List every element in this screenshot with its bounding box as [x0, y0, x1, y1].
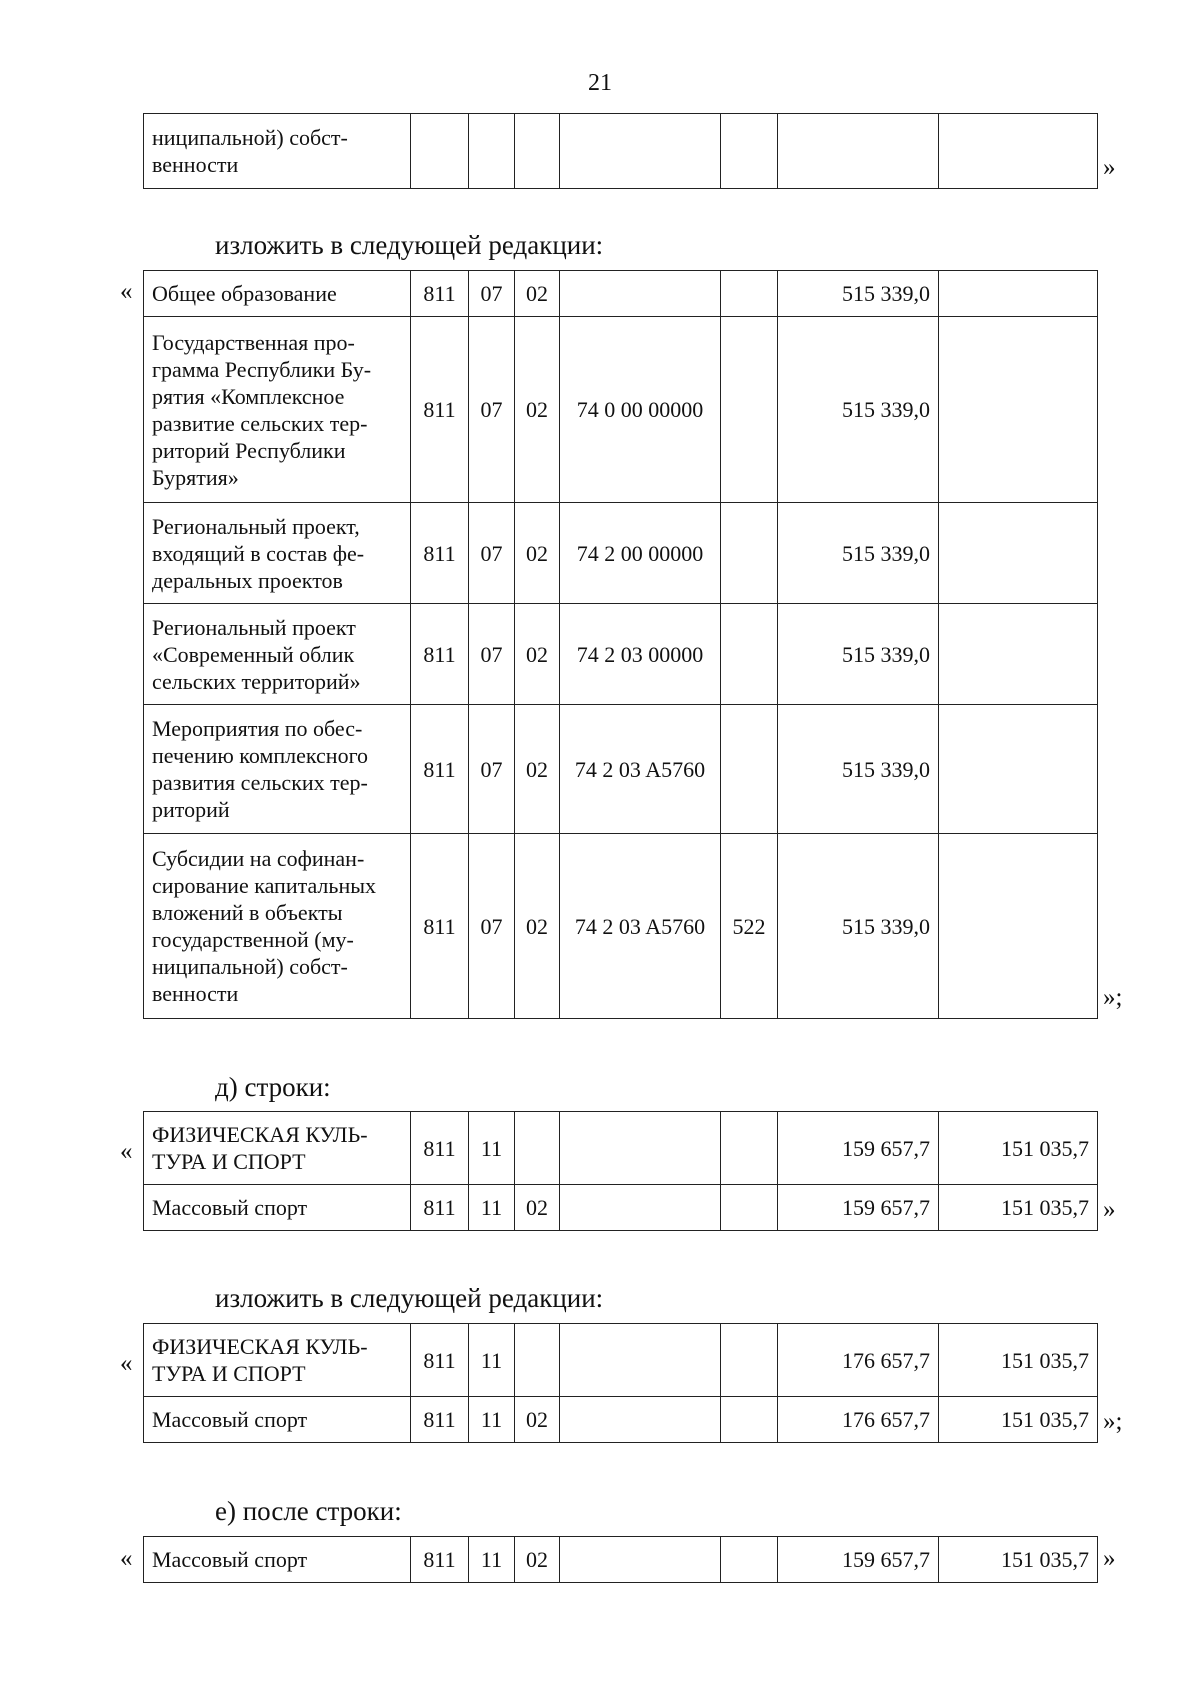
row-name: Мероприятия по обес- печению комплексного развития сельских тер- риторий — [144, 705, 411, 834]
cell-csr: 74 2 00 00000 — [560, 503, 721, 604]
cell-sum-1: 515 339,0 — [778, 834, 939, 1019]
row-name: Субсидии на софинан- сирование капитальных вложений в объекты государственной (му- ниципальной) собст- венности — [144, 834, 411, 1019]
cell-csr: 74 2 03 00000 — [560, 604, 721, 705]
cell-sum-2: 151 035,7 — [939, 1324, 1098, 1397]
cell-rz: 07 — [469, 705, 515, 834]
section-d-heading: д) строки: — [215, 1072, 331, 1102]
table-row — [144, 1397, 1098, 1443]
opening-quote: « — [120, 1138, 133, 1165]
cell-vr — [721, 1324, 778, 1397]
cell-rz: 07 — [469, 604, 515, 705]
opening-quote: « — [120, 278, 133, 305]
row-name: Массовый спорт — [144, 1185, 411, 1231]
cell-sum-1: 176 657,7 — [778, 1324, 939, 1397]
cell-sum-1: 515 339,0 — [778, 503, 939, 604]
cell-gr: 811 — [411, 503, 469, 604]
cell-pr: 02 — [515, 1537, 560, 1583]
table-row — [144, 834, 1098, 1019]
table-row — [144, 1185, 1098, 1231]
cell-vr — [721, 503, 778, 604]
row-name: Региональный проект, входящий в состав фе- деральных проектов — [144, 503, 411, 604]
cell-sum-2 — [939, 317, 1098, 503]
cell-vr — [721, 1397, 778, 1443]
budget-table-fragment — [143, 113, 1098, 189]
instruction-text-2: изложить в следующей редакции: — [215, 1283, 604, 1313]
cell-sum-2: 151 035,7 — [939, 1397, 1098, 1443]
cell-sum-1: 515 339,0 — [778, 705, 939, 834]
budget-table-section-d-new — [143, 1323, 1098, 1443]
cell-gr — [411, 114, 469, 189]
opening-quote: « — [120, 1350, 133, 1377]
closing-quote-semicolon: »; — [1103, 1408, 1123, 1435]
cell-rz: 07 — [469, 317, 515, 503]
cell-pr: 02 — [515, 317, 560, 503]
cell-csr: 74 0 00 00000 — [560, 317, 721, 503]
cell-gr: 811 — [411, 1537, 469, 1583]
cell-gr: 811 — [411, 705, 469, 834]
cell-sum-2: 151 035,7 — [939, 1185, 1098, 1231]
cell-gr: 811 — [411, 834, 469, 1019]
cell-vr: 522 — [721, 834, 778, 1019]
cell-csr — [560, 1537, 721, 1583]
cell-pr: 02 — [515, 503, 560, 604]
cell-sum-1: 176 657,7 — [778, 1397, 939, 1443]
cell-csr: 74 2 03 A5760 — [560, 705, 721, 834]
row-name: Общее образование — [144, 271, 411, 317]
page-number: 21 — [588, 70, 612, 96]
cell-gr: 811 — [411, 317, 469, 503]
cell-gr: 811 — [411, 604, 469, 705]
cell-vr — [721, 1185, 778, 1231]
cell-rz: 07 — [469, 503, 515, 604]
cell-sum-1: 159 657,7 — [778, 1185, 939, 1231]
cell-csr — [560, 1397, 721, 1443]
cell-csr: 74 2 03 A5760 — [560, 834, 721, 1019]
cell-pr: 02 — [515, 834, 560, 1019]
cell-sum-2: 151 035,7 — [939, 1537, 1098, 1583]
cell-sum-1: 515 339,0 — [778, 271, 939, 317]
table-row — [144, 1324, 1098, 1397]
row-name: Массовый спорт — [144, 1537, 411, 1583]
row-name: ФИЗИЧЕСКАЯ КУЛЬ- ТУРА И СПОРТ — [144, 1112, 411, 1185]
cell-sum-2 — [939, 271, 1098, 317]
cell-csr — [560, 1185, 721, 1231]
cell-sum-2: 151 035,7 — [939, 1112, 1098, 1185]
cell-vr — [721, 1537, 778, 1583]
budget-table-new-wording — [143, 270, 1098, 1019]
cell-rz — [469, 114, 515, 189]
cell-vr — [721, 705, 778, 834]
row-name: Региональный проект «Современный облик сельских территорий» — [144, 604, 411, 705]
cell-vr — [721, 114, 778, 189]
table-row — [144, 503, 1098, 604]
cell-sum-2 — [939, 114, 1098, 189]
cell-sum-2 — [939, 503, 1098, 604]
cell-gr: 811 — [411, 1397, 469, 1443]
budget-table-section-e — [143, 1536, 1098, 1583]
cell-sum-1: 159 657,7 — [778, 1112, 939, 1185]
cell-vr — [721, 317, 778, 503]
cell-sum-1 — [778, 114, 939, 189]
cell-sum-2 — [939, 834, 1098, 1019]
cell-pr: 02 — [515, 1185, 560, 1231]
cell-rz: 07 — [469, 271, 515, 317]
cell-sum-1: 159 657,7 — [778, 1537, 939, 1583]
row-name: Государственная про- грамма Республики Бу- рятия «Комплексное развитие сельских тер- риторий Республики Бурятия» — [144, 317, 411, 503]
cell-gr: 811 — [411, 271, 469, 317]
cell-sum-2 — [939, 604, 1098, 705]
cell-vr — [721, 271, 778, 317]
closing-quote-semicolon: »; — [1103, 984, 1123, 1011]
row-name: Массовый спорт — [144, 1397, 411, 1443]
cell-rz: 11 — [469, 1324, 515, 1397]
closing-quote: » — [1103, 1196, 1116, 1223]
cell-csr — [560, 1112, 721, 1185]
cell-csr — [560, 114, 721, 189]
cell-rz: 07 — [469, 834, 515, 1019]
cell-pr — [515, 1112, 560, 1185]
table-row — [144, 1112, 1098, 1185]
table-row — [144, 705, 1098, 834]
cell-gr: 811 — [411, 1185, 469, 1231]
cell-rz: 11 — [469, 1185, 515, 1231]
table-row — [144, 271, 1098, 317]
budget-table-section-d — [143, 1111, 1098, 1231]
cell-pr: 02 — [515, 271, 560, 317]
cell-rz: 11 — [469, 1112, 515, 1185]
cell-csr — [560, 1324, 721, 1397]
row-name: ниципальной) собст- венности — [144, 114, 411, 189]
table-row — [144, 1537, 1098, 1583]
closing-quote: » — [1103, 1545, 1116, 1572]
cell-pr — [515, 114, 560, 189]
cell-rz: 11 — [469, 1397, 515, 1443]
cell-pr: 02 — [515, 1397, 560, 1443]
opening-quote: « — [120, 1545, 133, 1572]
row-name: ФИЗИЧЕСКАЯ КУЛЬ- ТУРА И СПОРТ — [144, 1324, 411, 1397]
cell-gr: 811 — [411, 1324, 469, 1397]
closing-quote: » — [1103, 154, 1116, 181]
instruction-text-1: изложить в следующей редакции: — [215, 230, 604, 260]
cell-pr: 02 — [515, 604, 560, 705]
cell-vr — [721, 1112, 778, 1185]
table-row — [144, 114, 1098, 189]
cell-rz: 11 — [469, 1537, 515, 1583]
table-row — [144, 604, 1098, 705]
cell-gr: 811 — [411, 1112, 469, 1185]
table-row — [144, 317, 1098, 503]
cell-pr — [515, 1324, 560, 1397]
cell-sum-2 — [939, 705, 1098, 834]
section-e-heading: е) после строки: — [215, 1496, 402, 1526]
cell-sum-1: 515 339,0 — [778, 604, 939, 705]
cell-sum-1: 515 339,0 — [778, 317, 939, 503]
cell-vr — [721, 604, 778, 705]
cell-pr: 02 — [515, 705, 560, 834]
cell-csr — [560, 271, 721, 317]
